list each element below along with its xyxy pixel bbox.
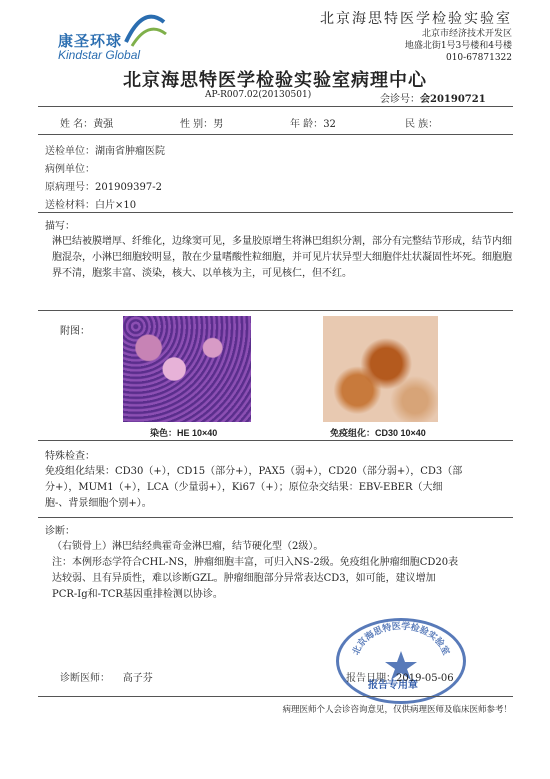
submitted-material <box>45 196 136 211</box>
consultation-number <box>380 90 486 105</box>
lab-address-line2: 地盛北街1号3号楼和4号楼 <box>404 41 512 51</box>
consultation-label: 会诊号： <box>380 94 420 105</box>
lab-phone: 010-67871322 <box>445 53 512 63</box>
consultation-value: 会20190721 <box>420 94 486 105</box>
diagnosis-text <box>52 539 458 603</box>
report-date <box>346 669 454 684</box>
logo-english: Kindstar Global <box>58 48 141 62</box>
original-pathology-label: 原病理号： <box>45 182 95 193</box>
diagnosis-note: PCR-Ig和-TCR基因重排检测以协诊。 <box>52 589 223 600</box>
cd30-ihc-image <box>323 316 438 422</box>
age-value: 32 <box>323 119 336 130</box>
footer-disclaimer: 病理医师个人会诊咨询意见，仅供病理医师及临床医师参考！ <box>282 705 512 715</box>
sex-label: 性 别： <box>180 119 214 130</box>
document-number: AP-R007.02(20130501) <box>205 90 312 100</box>
ethnicity-label: 民 族： <box>405 119 439 130</box>
date-value: 2019-05-06 <box>396 673 454 684</box>
submitted-material-value: 白片×10 <box>95 200 137 211</box>
patient-name <box>60 115 113 130</box>
lab-address-line1: 北京市经济技术开发区 <box>421 29 512 39</box>
he-stain-image <box>123 316 251 422</box>
divider <box>38 212 513 213</box>
age-label: 年 龄： <box>290 119 324 130</box>
lab-name: 北京海思特医学检验实验室 <box>320 11 512 27</box>
special-exam-line: 分+），MUM1（+），LCA（少量弱+），Ki67（+）；原位杂交结果：EBV-EBER（大细 <box>45 482 443 493</box>
patient-age <box>290 115 336 130</box>
diagnosing-doctor <box>60 669 153 684</box>
divider <box>38 134 513 135</box>
name-value: 黄强 <box>93 119 114 130</box>
divider <box>38 106 513 107</box>
divider <box>38 517 513 518</box>
doctor-label: 诊断医师： <box>60 673 110 684</box>
divider <box>38 440 513 441</box>
diagnosis-note: 注：本例形态学符合CHL-NS，肿瘤细胞丰富，可归入NS-2级。免疫组化肿瘤细胞CD20表 <box>52 557 459 568</box>
attached-images-label: 附图： <box>60 326 90 337</box>
case-unit-label: 病例单位： <box>45 164 95 175</box>
divider <box>38 696 513 697</box>
diagnosis-label: 诊断： <box>45 526 75 537</box>
submitted-material-label: 送检材料： <box>45 200 95 211</box>
patient-ethnicity <box>405 115 438 130</box>
original-pathology-number <box>45 178 162 193</box>
doctor-value: 高子芬 <box>122 673 153 684</box>
diagnosis-note: 达较弱、且有异质性，难以诊断GZL。肿瘤细胞部分异常表达CD3，如可能，建议增加 <box>52 573 436 584</box>
seal-bottom-text: 报告专用章 <box>368 680 418 691</box>
divider <box>38 310 513 311</box>
submitting-unit-value: 湖南省肿瘤医院 <box>95 146 165 157</box>
he-image-caption: 染色：HE 10×40 <box>150 428 218 438</box>
special-exam-line: 免疫组化结果：CD30（+），CD15（部分+），PAX5（弱+），CD20（部分弱+），CD3（部 <box>45 466 463 477</box>
globe-arc-logo-icon <box>118 10 168 50</box>
original-pathology-value: 201909397-2 <box>95 182 163 193</box>
patient-sex <box>180 115 223 130</box>
official-seal-stamp <box>336 618 466 704</box>
special-exam-line: 胞-、背景细胞个别+）。 <box>45 498 152 509</box>
description-text: 淋巴结被膜增厚、纤维化，边缘窦可见，多量胶原增生将淋巴组织分割，部分有完整结节形成，结节内细胞混杂，小淋巴细胞较明显，散在少量嗜酸性粒细胞，并可见片状异型大细胞伴灶状凝固性坏死。细胞胞界不清，胞浆丰富、淡染，核大、以单核为主，可见核仁，但不红。 <box>52 236 512 279</box>
special-exam-text <box>45 464 462 512</box>
special-exam-label: 特殊检查： <box>45 451 95 462</box>
submitting-unit-label: 送检单位： <box>45 146 95 157</box>
case-unit <box>45 160 95 175</box>
submitting-unit <box>45 142 165 157</box>
logo-chinese: 康圣环球 <box>58 33 123 50</box>
cd30-image-caption: 免疫组化：CD30 10×40 <box>330 428 426 438</box>
description-label: 描写： <box>45 221 75 232</box>
diagnosis-main: （右锁骨上）淋巴结经典霍奇金淋巴瘤，结节硬化型（2级）。 <box>52 541 324 552</box>
name-label: 姓 名： <box>60 119 94 130</box>
date-label: 报告日期： <box>346 673 396 684</box>
report-title: 北京海思特医学检验实验室病理中心 <box>123 70 427 91</box>
sex-value: 男 <box>213 119 224 130</box>
seal-top-text: 北京海思特医学检验实验室 <box>351 621 451 657</box>
